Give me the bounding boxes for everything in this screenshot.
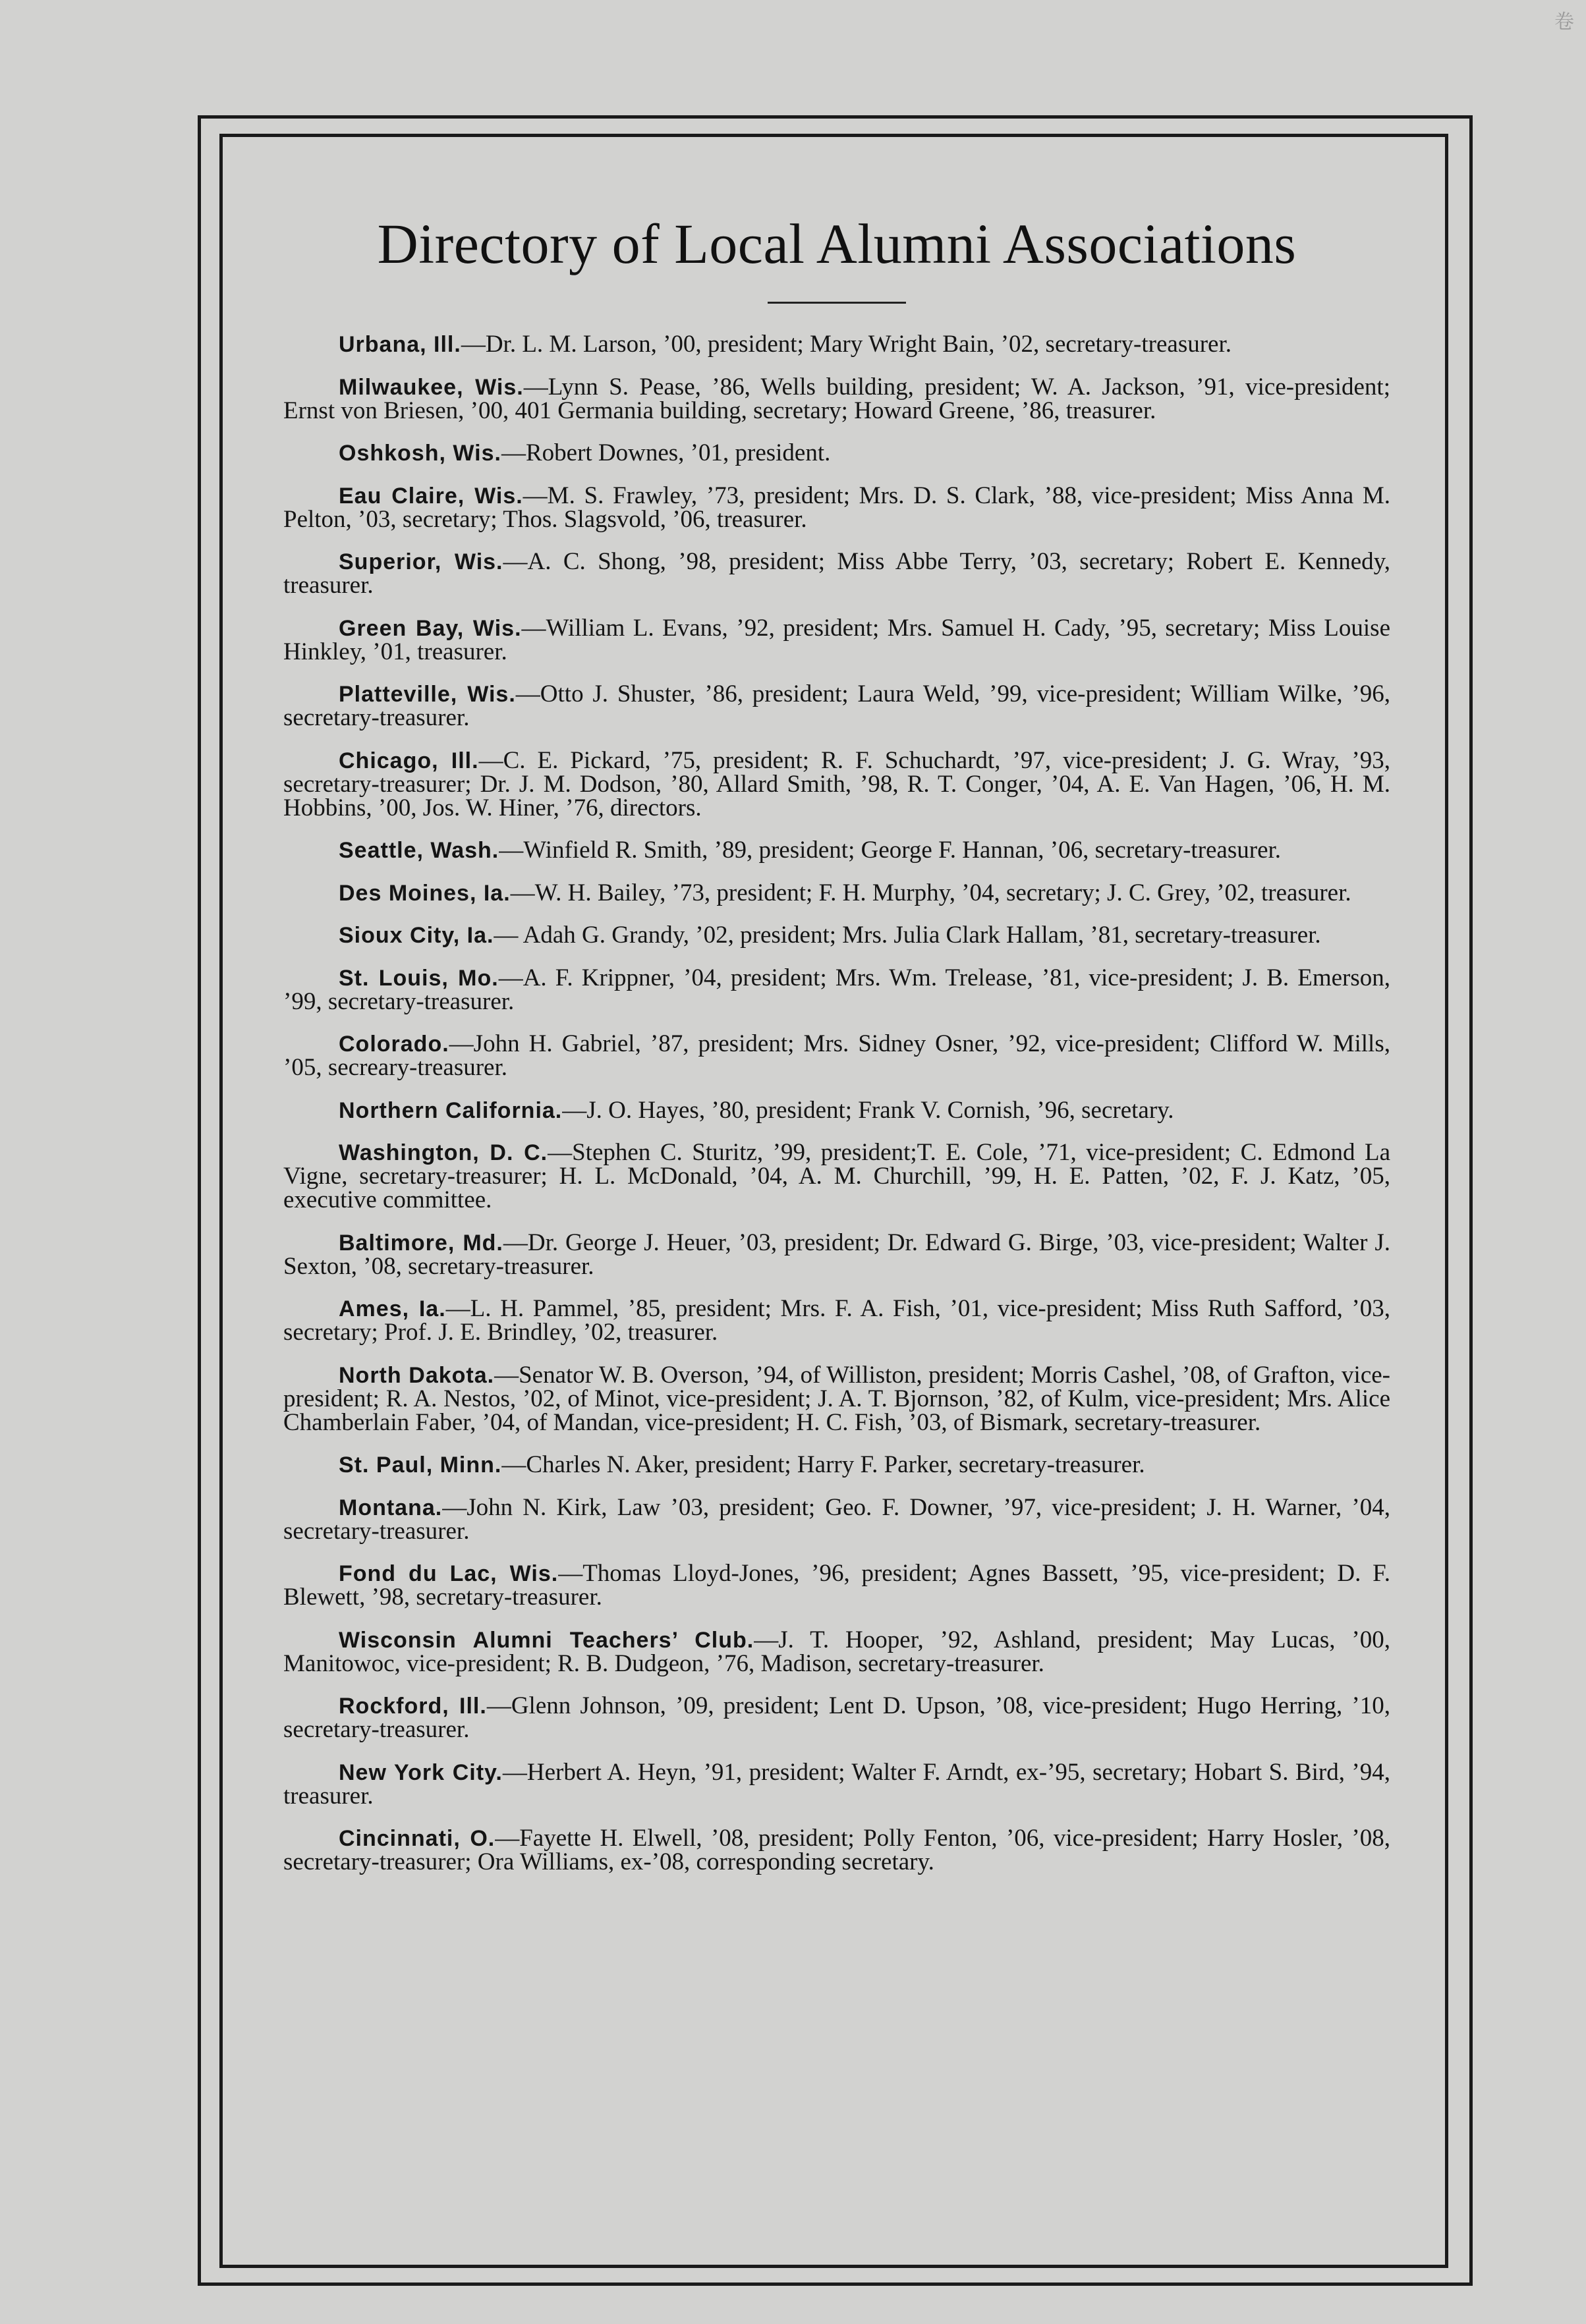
association-entry (283, 839, 1390, 862)
association-entry (283, 484, 1390, 532)
entry-officers: —Stephen C. Sturitz, ’99, president;T. E. Cole, ’71, vice-president; C. Edmond La Vigne, secretary-treasurer; H. L. McDonald, ’04, A. M. Churchill, ’99, H. E. Patten, ’02, F. J. Katz, ’05, executive committee. (283, 1139, 1390, 1213)
entry-officers: —L. H. Pammel, ’85, president; Mrs. F. A. Fish, ’01, vice-president; Miss Ruth Safford, ’03, secretary; Prof. J. E. Brindley, ’02, treasurer. (283, 1295, 1390, 1346)
entry-place: Eau Claire, Wis. (339, 483, 523, 509)
association-entry (283, 1032, 1390, 1080)
entry-officers: —Thomas Lloyd-Jones, ’96, president; Agnes Bassett, ’95, vice-president; D. F. Blewett, ’98, secretary-treasurer. (283, 1560, 1390, 1611)
directory-content (283, 211, 1390, 1893)
entry-place: Superior, Wis. (339, 549, 503, 574)
association-entry (283, 441, 1390, 465)
association-entry (283, 333, 1390, 356)
association-entry (283, 881, 1390, 905)
entry-place: Washington, D. C. (339, 1140, 548, 1165)
association-entry (283, 1361, 1390, 1436)
entry-officers: —J. O. Hayes, ’80, president; Frank V. Cornish, ’96, secretary. (562, 1096, 1174, 1124)
page-title: Directory of Local Alumni Associations (377, 212, 1297, 275)
association-entry (283, 1827, 1390, 1874)
entry-officers: —A. F. Krippner, ’04, president; Mrs. Wm. Trelease, ’81, vice-president; J. B. Emerson, ’99, secretary-treasurer. (283, 964, 1391, 1015)
entry-officers: —Charles N. Aker, president; Harry F. Parker, secretary-treasurer. (501, 1451, 1145, 1478)
entry-place: Des Moines, Ia. (339, 880, 511, 906)
entry-place: St. Louis, Mo. (339, 965, 499, 991)
association-entry (283, 1096, 1390, 1124)
entry-place: Seattle, Wash. (339, 838, 499, 863)
entry-place: New York City. (339, 1759, 503, 1785)
association-entry (283, 1297, 1390, 1344)
entry-officers: —William L. Evans, ’92, president; Mrs. Samuel H. Cady, ’95, secretary; Miss Louise Hinkley, ’01, treasurer. (283, 614, 1390, 665)
entry-place: Wisconsin Alumni Teachers’ Club. (339, 1627, 754, 1653)
entry-place: Cincinnati, O. (339, 1826, 496, 1851)
entry-officers: —Fayette H. Elwell, ’08, president; Polly Fenton, ’06, vice-president; Harry Hosler, ’08, secretary-treasurer; Ora Williams, ex-’08, corresponding secretary. (283, 1825, 1390, 1875)
entry-place: Fond du Lac, Wis. (339, 1561, 559, 1586)
entry-officers: —John N. Kirk, Law ’03, president; Geo. F. Downer, ’97, vice-president; J. H. Warner, ’04, secretary-treasurer. (283, 1493, 1390, 1545)
corner-stamp-mark: 卷 (1554, 11, 1574, 34)
entry-place: Chicago, Ill. (339, 748, 479, 773)
entry-officers: —Herbert A. Heyn, ’91, president; Walter F. Arndt, ex-’95, secretary; Hobart S. Bird, ’94, treasurer. (283, 1758, 1390, 1810)
entry-officers: — Adah G. Grandy, ’02, president; Mrs. Julia Clark Hallam, ’81, secretary-treasurer. (494, 922, 1321, 949)
entry-officers: —Dr. George J. Heuer, ’03, president; Dr. Edward G. Birge, ’03, vice-president; Walter J. Sexton, ’08, secretary-treasurer. (283, 1229, 1391, 1280)
entry-place: Urbana, Ill. (339, 332, 461, 357)
entry-officers: —C. E. Pickard, ’75, president; R. F. Schuchardt, ’97, vice-president; J. G. Wray, ’93, secretary-treasurer; Dr. J. M. Dodson, ’80, Allard Smith, ’98, R. T. Conger, ’04, A. E. Van Hagen, ’06, H. M. Hobbins, ’00, Jos. W. Hiner, ’76, directors. (283, 746, 1390, 821)
entry-officers: —John H. Gabriel, ’87, president; Mrs. Sidney Osner, ’92, vice-president; Clifford W. Mills, ’05, secreary-treasurer. (283, 1030, 1390, 1081)
association-entry (283, 1562, 1390, 1609)
association-entry (283, 924, 1390, 947)
association-entry (283, 1231, 1390, 1279)
association-entry (283, 614, 1390, 665)
title-divider (768, 302, 906, 304)
entry-place: Ames, Ia. (339, 1296, 446, 1321)
entry-place: Montana. (339, 1495, 443, 1520)
entry-officers: —Winfield R. Smith, ’89, president; George F. Hannan, ’06, secretary-treasurer. (499, 837, 1282, 864)
association-entry (283, 966, 1390, 1014)
entry-officers: —Senator W. B. Overson, ’94, of Williston, president; Morris Cashel, ’08, of Grafton, vice-president; R. A. Nestos, ’02, of Minot, vice-president; J. A. T. Bjornson, ’82, of Kulm, vice-president; Mrs. Alice Chamberlain Faber, ’04, of Mandan, vice-president; H. C. Fish, ’03, of Bismark, secretary-treasurer. (283, 1361, 1390, 1436)
entry-place: Green Bay, Wis. (339, 615, 522, 641)
entry-officers: —M. S. Frawley, ’73, president; Mrs. D. S. Clark, ’88, vice-president; Miss Anna M. Pelton, ’03, secretary; Thos. Slagsvold, ’06, treasurer. (283, 482, 1390, 533)
entry-place: Rockford, Ill. (339, 1694, 487, 1719)
entry-place: Oshkosh, Wis. (339, 441, 501, 466)
entry-officers: —Dr. L. M. Larson, ’00, president; Mary Wright Bain, ’02, secretary-treasurer. (461, 331, 1232, 358)
association-entry (283, 375, 1390, 423)
association-entry (283, 746, 1390, 821)
entry-place: North Dakota. (339, 1362, 495, 1388)
association-entry (283, 1694, 1390, 1742)
entry-place: Milwaukee, Wis. (339, 374, 524, 400)
entry-officers: —J. T. Hooper, ’92, Ashland, president; May Lucas, ’00, Manitowoc, vice-president; R. B. Dudgeon, ’76, Madison, secretary-treasurer. (283, 1626, 1390, 1677)
entry-place: Sioux City, Ia. (339, 923, 494, 948)
entry-officers: —Otto J. Shuster, ’86, president; Laura Weld, ’99, vice-president; William Wilke, ’96, secretary-treasurer. (283, 680, 1390, 731)
entry-place: Northern California. (339, 1097, 563, 1123)
entry-officers: —A. C. Shong, ’98, president; Miss Abbe Terry, ’03, secretary; Robert E. Kennedy, treasurer. (283, 548, 1390, 599)
entry-officers: —W. H. Bailey, ’73, president; F. H. Murphy, ’04, secretary; J. C. Grey, ’02, treasurer. (510, 879, 1351, 906)
association-entry (283, 550, 1390, 597)
association-entry (283, 1141, 1390, 1212)
entry-place: Colorado. (339, 1032, 449, 1057)
entry-place: Baltimore, Md. (339, 1230, 503, 1256)
entry-officers: —Glenn Johnson, ’09, president; Lent D. Upson, ’08, vice-president; Hugo Herring, ’10, secretary-treasurer. (283, 1692, 1390, 1743)
entry-officers: —Robert Downes, ’01, president. (501, 439, 831, 466)
association-list (283, 333, 1390, 1874)
entry-officers: —Lynn S. Pease, ’86, Wells building, president; W. A. Jackson, ’91, vice-president; Ernst von Briesen, ’00, 401 Germania building, secretary; Howard Greene, ’86, treasurer. (283, 373, 1390, 424)
association-entry (283, 1493, 1390, 1545)
association-entry (283, 1758, 1390, 1810)
association-entry (283, 682, 1390, 730)
entry-place: Platteville, Wis. (339, 682, 516, 707)
association-entry (283, 1453, 1390, 1477)
entry-place: St. Paul, Minn. (339, 1452, 502, 1478)
association-entry (283, 1628, 1390, 1676)
